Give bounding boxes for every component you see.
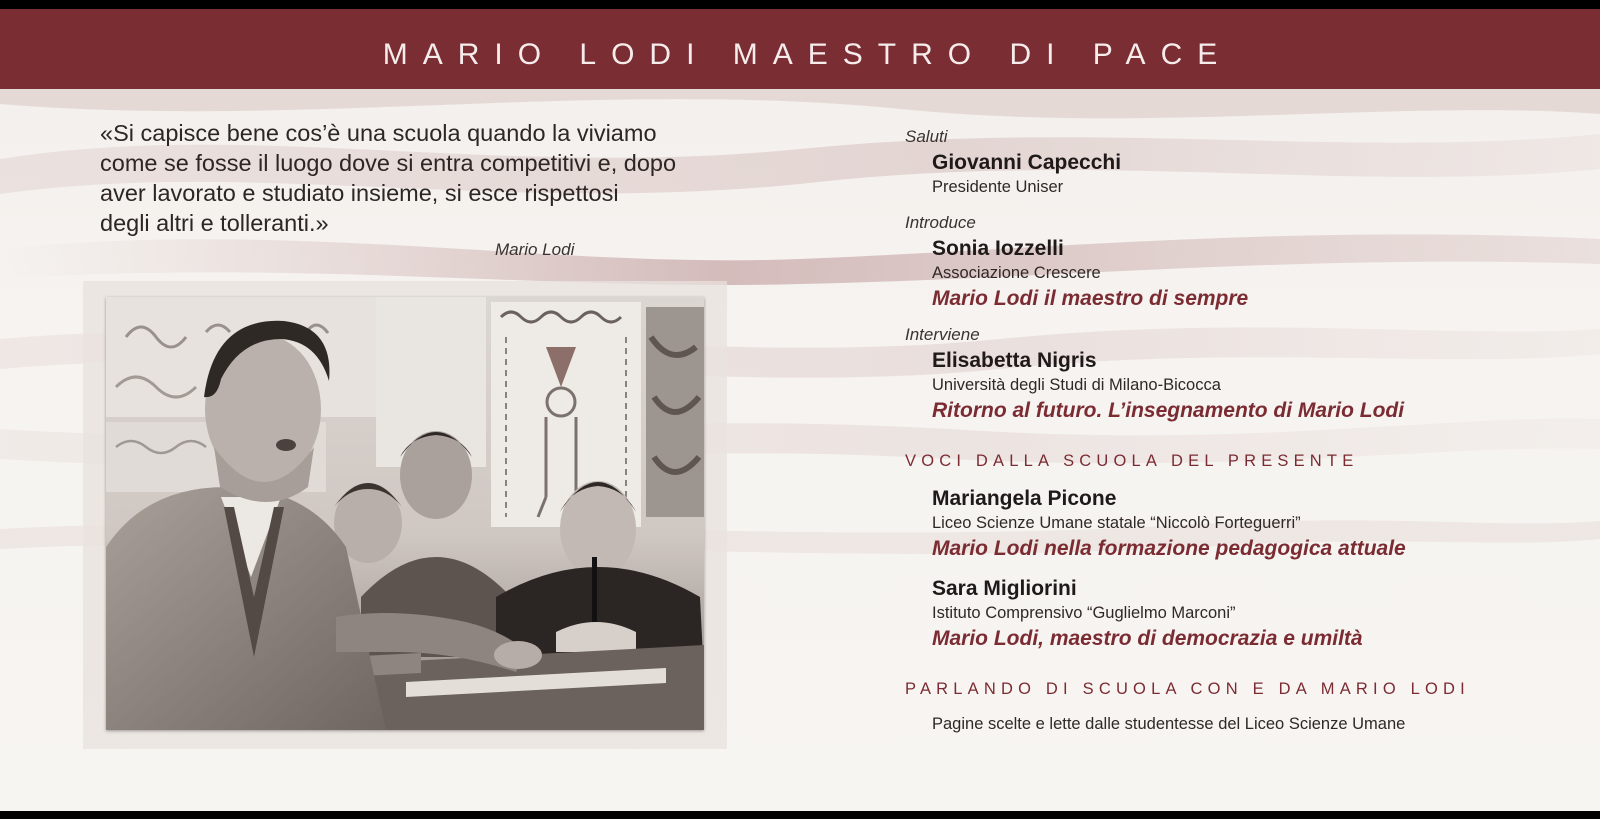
talk-title: Mario Lodi il maestro di sempre <box>932 287 1249 310</box>
speaker-affiliation: Presidente Uniser <box>932 178 1064 196</box>
page <box>0 9 1600 811</box>
speaker-affiliation: Istituto Comprensivo “Guglielmo Marconi” <box>932 604 1236 622</box>
section-label-saluti: Saluti <box>905 127 948 146</box>
speaker-name: Mariangela Picone <box>932 487 1117 510</box>
speaker-name: Sonia Iozzelli <box>932 237 1064 260</box>
talk-title: Mario Lodi nella formazione pedagogica attuale <box>932 537 1406 560</box>
classroom-photo <box>106 297 704 730</box>
speaker-affiliation: Associazione Crescere <box>932 264 1101 282</box>
quote-line: «Si capisce bene cos’è una scuola quando la viviamo <box>100 120 657 146</box>
quote-block <box>100 118 740 238</box>
quote-author: Mario Lodi <box>495 240 575 259</box>
reading-note: Pagine scelte e lette dalle studentesse del Liceo Scienze Umane <box>932 715 1406 733</box>
section-label-introduce: Introduce <box>905 213 976 232</box>
talk-title: Mario Lodi, maestro di democrazia e umiltà <box>932 627 1363 650</box>
speaker-affiliation: Liceo Scienze Umane statale “Niccolò Forteguerri” <box>932 514 1301 532</box>
page-title: MARIO LODI MAESTRO DI PACE <box>382 38 1233 71</box>
speaker-name: Sara Migliorini <box>932 577 1077 600</box>
speaker-name: Elisabetta Nigris <box>932 349 1097 372</box>
header-banner <box>0 9 1600 89</box>
quote-line: come se fosse il luogo dove si entra competitivi e, dopo <box>100 150 677 176</box>
talk-title: Ritorno al futuro. L’insegnamento di Mario Lodi <box>932 399 1405 422</box>
section-title-parlando: PARLANDO DI SCUOLA CON E DA MARIO LODI <box>905 680 1470 698</box>
speaker-affiliation: Università degli Studi di Milano-Bicocca <box>932 376 1221 394</box>
speaker-name: Giovanni Capecchi <box>932 151 1122 174</box>
section-title-voci: VOCI DALLA SCUOLA DEL PRESENTE <box>905 452 1359 470</box>
quote-line: degli altri e tolleranti.» <box>100 210 329 236</box>
section-label-interviene: Interviene <box>905 325 980 344</box>
quote-line: aver lavorato e studiato insieme, si esce rispettosi <box>100 180 619 206</box>
